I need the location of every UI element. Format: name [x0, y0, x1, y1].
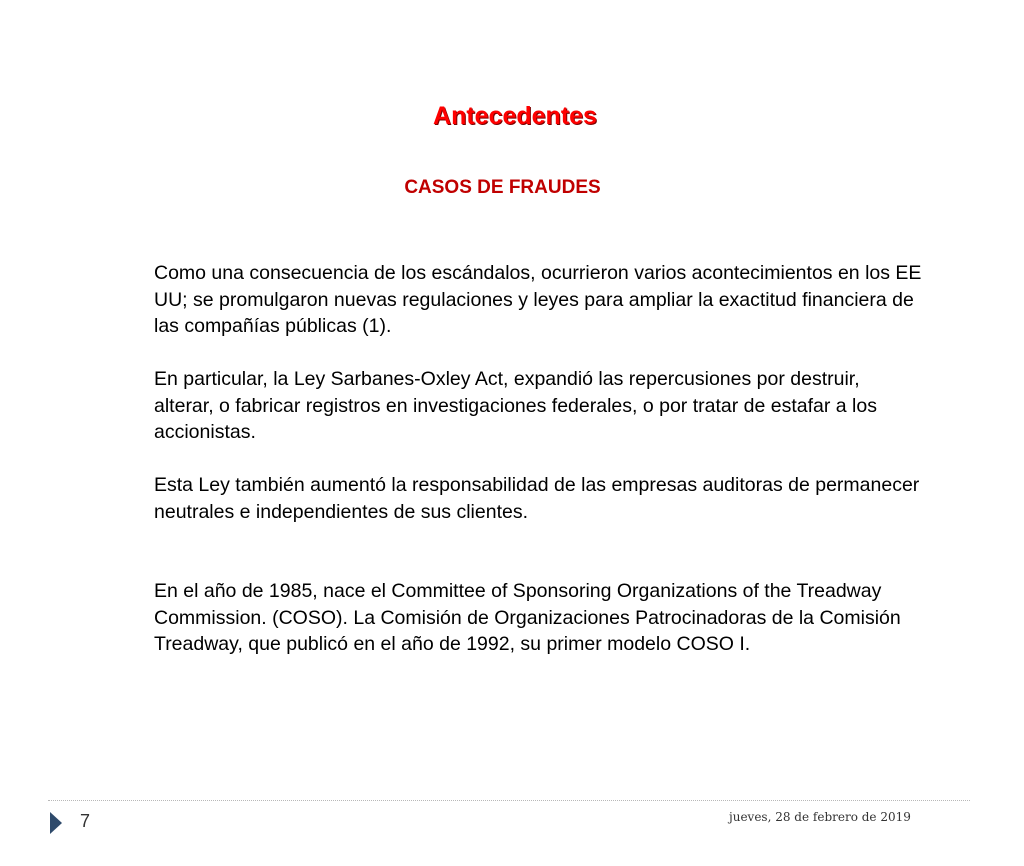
paragraph-spacer	[154, 525, 924, 578]
triangle-right-icon	[50, 812, 62, 834]
slide-date: jueves, 28 de febrero de 2019	[729, 810, 911, 824]
paragraph-spacer	[154, 446, 924, 473]
slide-title: Antecedentes	[433, 102, 597, 130]
paragraph-consequences: Como una consecuencia de los escándalos, ocurrieron varios acontecimientos en los EE UU; se promulgaron nuevas regulaciones y leyes para ampliar la exactitud financiera de las compañías públicas (1).	[154, 262, 922, 337]
paragraph-sarbanes-oxley: En particular, la Ley Sarbanes-Oxley Act, expandió las repercusiones por destruir, alterar, o fabricar registros en investigaciones federales, o por tratar de estafar a los accionistas.	[154, 368, 877, 443]
slide-subtitle: CASOS DE FRAUDES	[404, 177, 601, 198]
paragraph-spacer	[154, 340, 924, 367]
slide-body	[154, 260, 924, 658]
page-number: 7	[80, 811, 91, 831]
paragraph-coso: En el año de 1985, nace el Committee of Sponsoring Organizations of the Treadway Commission. (COSO). La Comisión de Organizaciones Patrocinadoras de la Comisión Treadway, que publicó en el año de 1992, su primer modelo COSO I.	[154, 580, 901, 655]
footer-divider	[48, 800, 970, 801]
paragraph-auditors: Esta Ley también aumentó la responsabilidad de las empresas auditoras de permanecer neutrales e independientes de sus clientes.	[154, 474, 920, 523]
